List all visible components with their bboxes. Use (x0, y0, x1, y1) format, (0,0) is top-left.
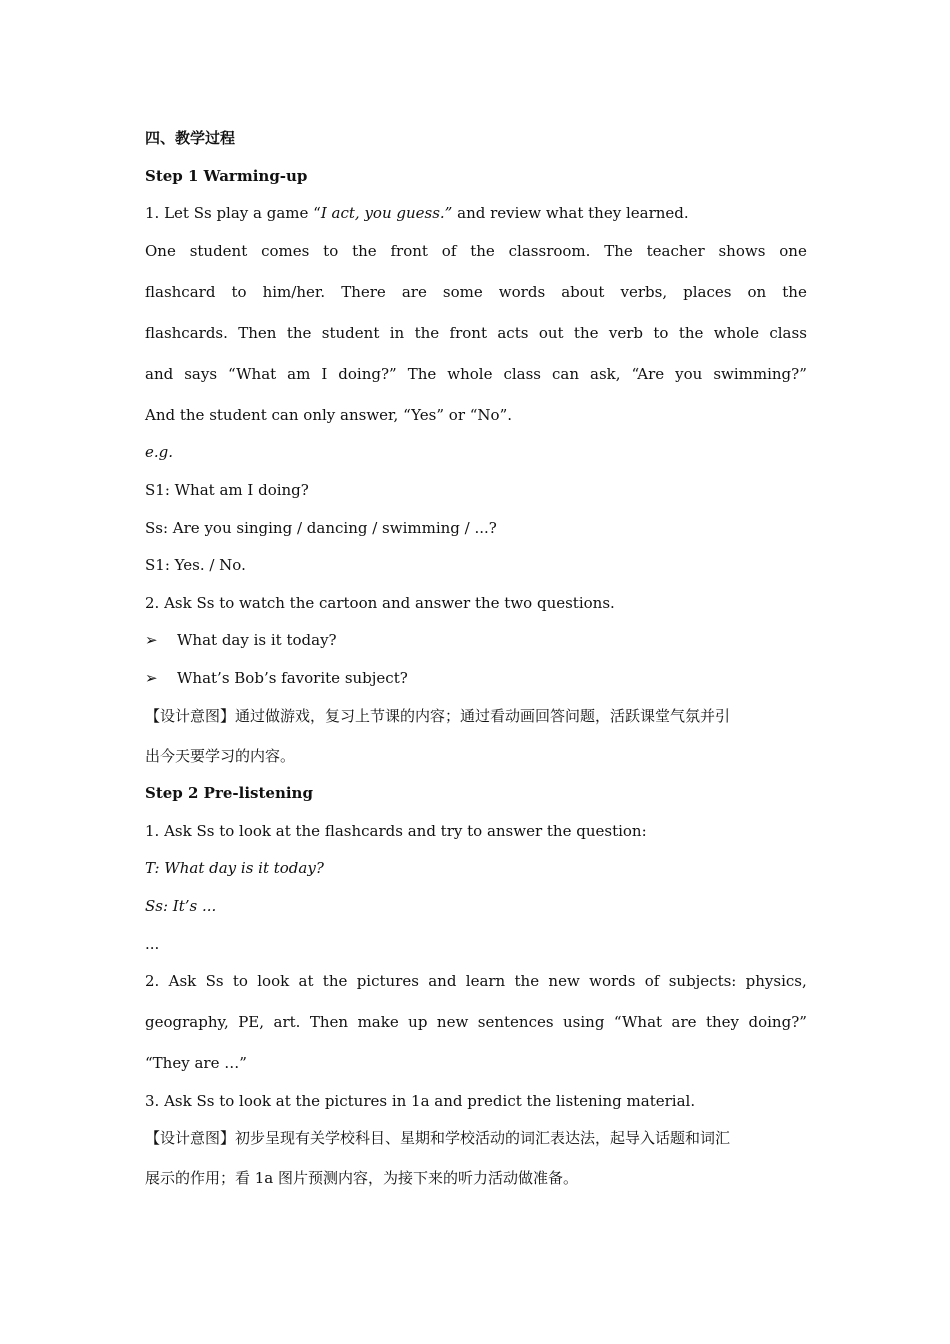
question-text: What day is it today? (177, 631, 337, 650)
word: to (653, 323, 669, 342)
document-body (145, 124, 807, 1202)
arrow-bullet-icon: ➢ (145, 631, 158, 650)
word: about (561, 282, 605, 301)
dialog-line: Ss: Are you singing / dancing / swimming / ...? (145, 518, 497, 537)
word: class (769, 323, 807, 342)
word: classroom. (508, 241, 591, 260)
word: Then (309, 1013, 349, 1032)
word: the (286, 323, 312, 342)
word: flashcard (145, 282, 216, 301)
design-intent-line: 出今天要学习的内容。 (145, 746, 296, 765)
word: PE, (238, 1013, 265, 1032)
word: acts (497, 323, 529, 342)
ellipsis-line: ... (145, 934, 160, 953)
word: “Are (631, 364, 665, 383)
step1-item2: 2. Ask Ss to watch the cartoon and answer the two questions. (145, 593, 615, 612)
word: him/her. (262, 282, 326, 301)
word: student (189, 241, 248, 260)
step1-item1-suffix: and review what they learned. (452, 204, 689, 223)
word: I (321, 364, 328, 383)
word: look (257, 972, 290, 991)
step2-item3: 3. Ask Ss to look at the pictures in 1a and predict the listening material. (145, 1091, 696, 1110)
word: doing?” (338, 364, 397, 383)
word: shows (718, 241, 766, 260)
word: comes (261, 241, 310, 260)
word: they (705, 1013, 740, 1032)
word: new (548, 972, 580, 991)
word: subjects: (668, 972, 737, 991)
word: the (470, 241, 495, 260)
word: verb (608, 323, 643, 342)
step1-para-last-line: And the student can only answer, “Yes” or “No”. (145, 405, 513, 424)
step2-item2-last-line: “They are …” (145, 1054, 247, 1073)
word: teacher (646, 241, 705, 260)
word: flashcards. (145, 323, 228, 342)
word: out (538, 323, 564, 342)
word: student (321, 323, 380, 342)
word: Ask (168, 972, 197, 991)
arrow-bullet-icon: ➢ (145, 668, 158, 687)
word: are (671, 1013, 697, 1032)
word: can (552, 364, 580, 383)
design-intent-line: 【设计意图】初步呈现有关学校科目、星期和学校活动的词汇表达法，起导入话题和词汇 (145, 1129, 731, 1148)
word: physics, (745, 972, 807, 991)
question-bullet (145, 664, 807, 702)
word: you (675, 364, 703, 383)
word: am (287, 364, 311, 383)
word: and (428, 972, 457, 991)
students-line: Ss: It’s ... (145, 896, 217, 915)
word: to (323, 241, 339, 260)
word: Ss (205, 972, 224, 991)
word: Then (238, 323, 277, 342)
step1-para-line (145, 360, 807, 401)
step1-para-line (145, 319, 807, 360)
dialog-line: S1: Yes. / No. (145, 556, 246, 575)
word: There (341, 282, 386, 301)
word: verbs, (620, 282, 668, 301)
word: One (145, 241, 176, 260)
word: are (401, 282, 427, 301)
question-text: What’s Bob’s favorite subject? (177, 668, 408, 687)
word: swimming?” (713, 364, 807, 383)
word: one (779, 241, 807, 260)
word: the (514, 972, 540, 991)
step2-item1: 1. Ask Ss to look at the flashcards and try to answer the question: (145, 821, 647, 840)
section-title: 四、教学过程 (145, 129, 236, 147)
word: the (573, 323, 599, 342)
step2-heading: Step 2 Pre-listening (145, 784, 313, 803)
word: of (441, 241, 457, 260)
word: ask, (590, 364, 621, 383)
eg-label: e.g. (145, 443, 174, 462)
word: sentences (477, 1013, 554, 1032)
word: make (357, 1013, 399, 1032)
word: to (231, 282, 247, 301)
design-intent-line: 展示的作用；看 1a 图片预测内容，为接下来的听力活动做准备。 (145, 1169, 579, 1188)
word: the (414, 323, 440, 342)
step2-item2-line (145, 1008, 807, 1049)
word: and (145, 364, 174, 383)
word: whole (447, 364, 493, 383)
word: “What (613, 1013, 663, 1032)
word: the (322, 972, 348, 991)
word: learn (465, 972, 506, 991)
word: whole (713, 323, 759, 342)
word: front (390, 241, 428, 260)
step1-item1-game-name: I act, you guess.” (320, 204, 453, 223)
word: of (644, 972, 660, 991)
step1-para-line (145, 237, 807, 278)
word: class (503, 364, 541, 383)
dialog-line: S1: What am I doing? (145, 480, 309, 499)
word: 2. (145, 972, 160, 991)
step1-item1-prefix: 1. Let Ss play a game “ (145, 204, 321, 223)
step2-item2-line (145, 967, 807, 1008)
word: to (232, 972, 248, 991)
word: some (442, 282, 483, 301)
step1-heading: Step 1 Warming-up (145, 166, 308, 185)
word: words (498, 282, 546, 301)
word: front (449, 323, 487, 342)
step1-item1 (145, 199, 807, 237)
word: The (604, 241, 633, 260)
word: words (589, 972, 636, 991)
word: doing?” (748, 1013, 807, 1032)
design-intent-line: 【设计意图】通过做游戏，复习上节课的内容；通过看动画回答问题，活跃课堂气氛并引 (145, 706, 731, 725)
word: in (389, 323, 405, 342)
question-bullet (145, 626, 807, 664)
word: pictures (356, 972, 419, 991)
word: up (408, 1013, 428, 1032)
word: at (298, 972, 314, 991)
word: “What (228, 364, 277, 383)
word: says (184, 364, 218, 383)
word: new (436, 1013, 469, 1032)
teacher-line: T: What day is it today? (145, 859, 324, 878)
word: the (678, 323, 704, 342)
word: on (747, 282, 767, 301)
word: art. (273, 1013, 301, 1032)
step1-para-line (145, 278, 807, 319)
word: geography, (145, 1013, 229, 1032)
word: the (782, 282, 807, 301)
word: using (563, 1013, 605, 1032)
word: the (352, 241, 377, 260)
word: The (407, 364, 437, 383)
word: places (683, 282, 732, 301)
